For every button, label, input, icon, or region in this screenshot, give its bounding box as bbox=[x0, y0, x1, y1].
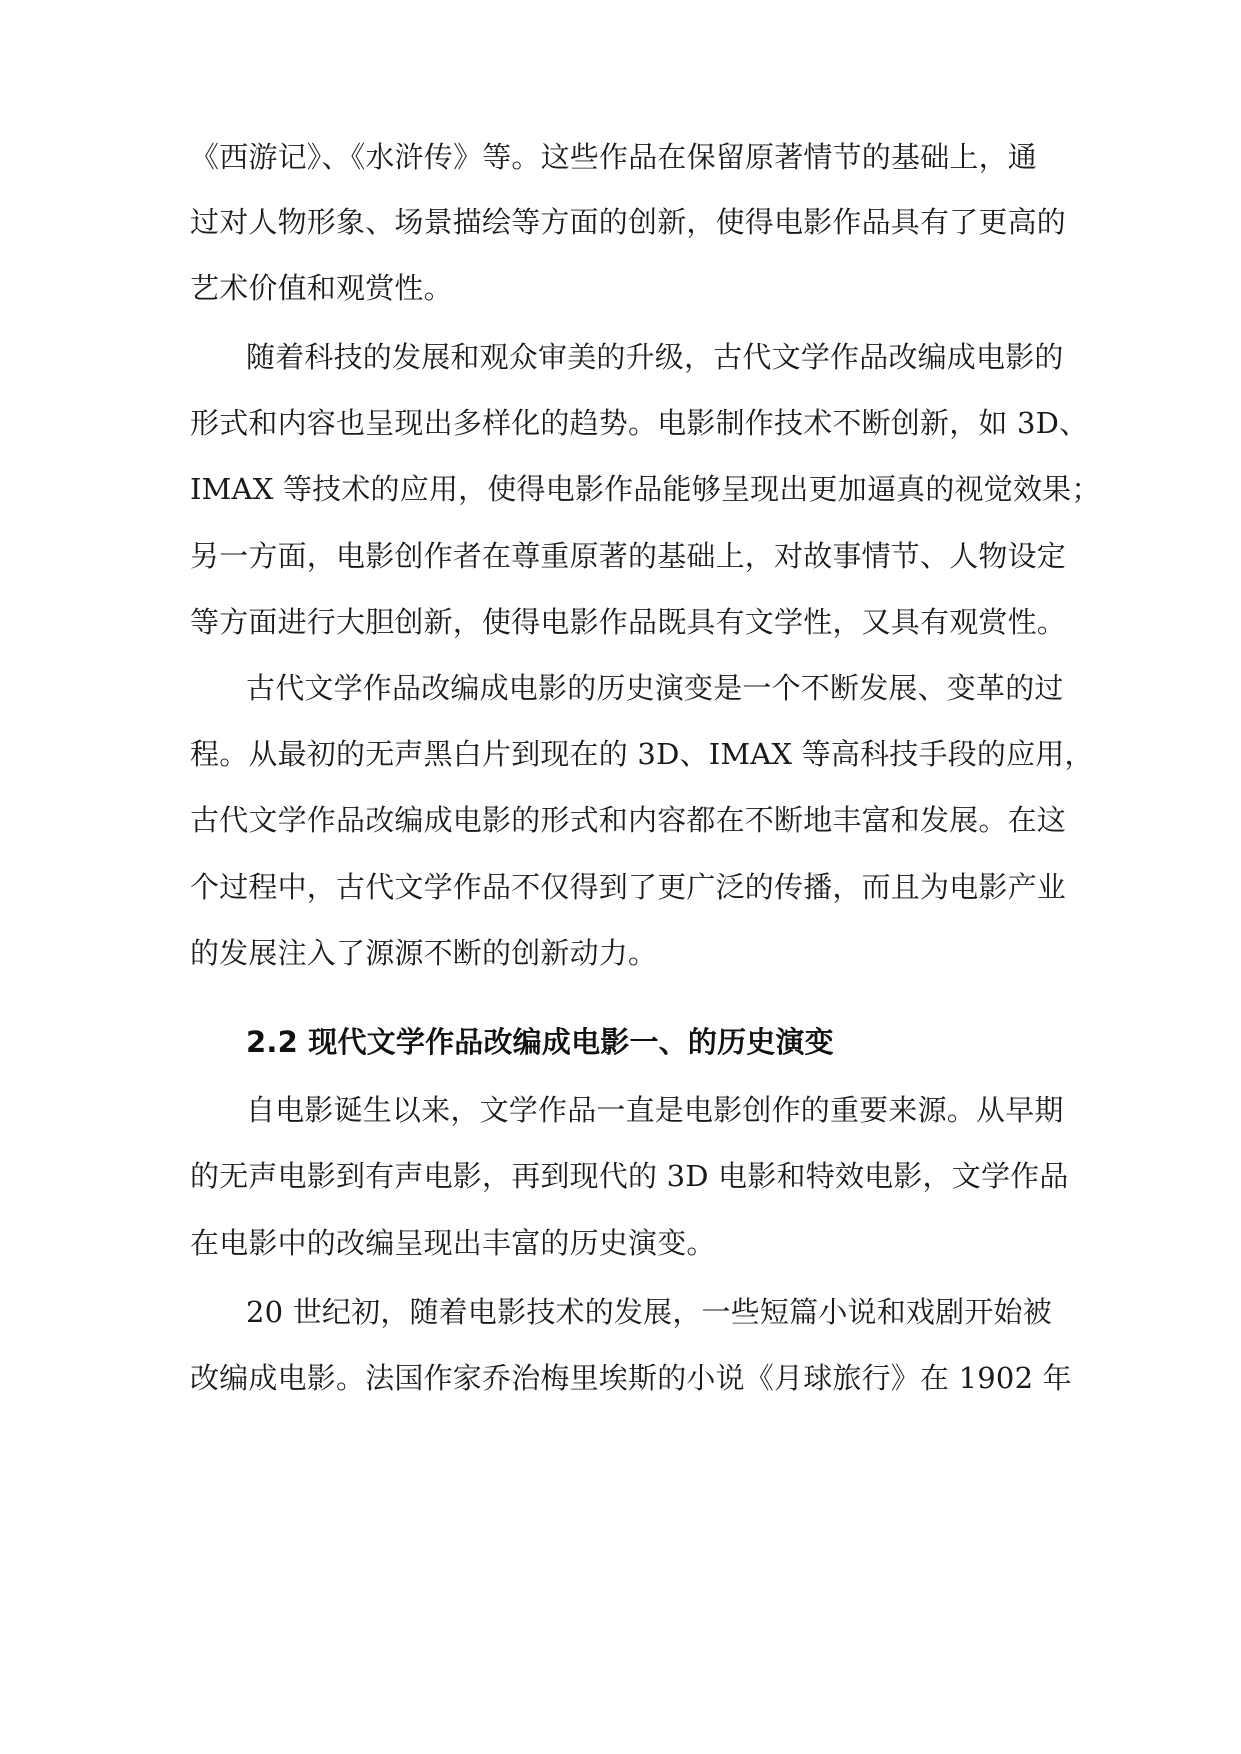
paragraph-first-line: 20 世纪初，随着电影技术的发展，一些短篇小说和戏剧开始被 bbox=[246, 1295, 1052, 1329]
paragraph-first-line: 自电影诞生以来，文学作品一直是电影创作的重要来源。从早期 bbox=[246, 1093, 1064, 1127]
text-line: 另一方面，电影创作者在尊重原著的基础上，对故事情节、人物设定 bbox=[190, 539, 1067, 573]
text-line: 在电影中的改编呈现出丰富的历史演变。 bbox=[190, 1226, 716, 1260]
paragraph-first-line: 古代文学作品改编成电影的历史演变是一个不断发展、变革的过 bbox=[246, 671, 1064, 705]
paragraph-first-line: 随着科技的发展和观众审美的升级，古代文学作品改编成电影的 bbox=[246, 340, 1064, 374]
text-line: 古代文学作品改编成电影的形式和内容都在不断地丰富和发展。在这 bbox=[190, 803, 1067, 837]
text-line: 《西游记》、《水浒传》等。这些作品在保留原著情节的基础上，通 bbox=[190, 140, 1038, 174]
text-line: 的发展注入了源源不断的创新动力。 bbox=[190, 936, 658, 970]
text-line: IMAX 等技术的应用，使得电影作品能够呈现出更加逼真的视觉效果； bbox=[190, 472, 1101, 506]
text-line: 艺术价值和观赏性。 bbox=[190, 271, 453, 305]
text-line: 的无声电影到有声电影，再到现代的 3D 电影和特效电影，文学作品 bbox=[190, 1159, 1069, 1193]
text-line: 个过程中，古代文学作品不仅得到了更广泛的传播，而且为电影产业 bbox=[190, 870, 1067, 904]
section-heading: 2.2 现代文学作品改编成电影一、的历史演变 bbox=[246, 1025, 834, 1059]
text-line: 形式和内容也呈现出多样化的趋势。电影制作技术不断创新，如 3D、 bbox=[190, 406, 1089, 440]
text-line: 改编成电影。法国作家乔治梅里埃斯的小说《月球旅行》在 1902 年 bbox=[190, 1361, 1072, 1395]
text-line: 等方面进行大胆创新，使得电影作品既具有文学性，又具有观赏性。 bbox=[190, 605, 1067, 639]
text-line: 程。从最初的无声黑白片到现在的 3D、IMAX 等高科技手段的应用， bbox=[190, 737, 1094, 771]
text-line: 过对人物形象、场景描绘等方面的创新，使得电影作品具有了更高的 bbox=[190, 205, 1067, 239]
